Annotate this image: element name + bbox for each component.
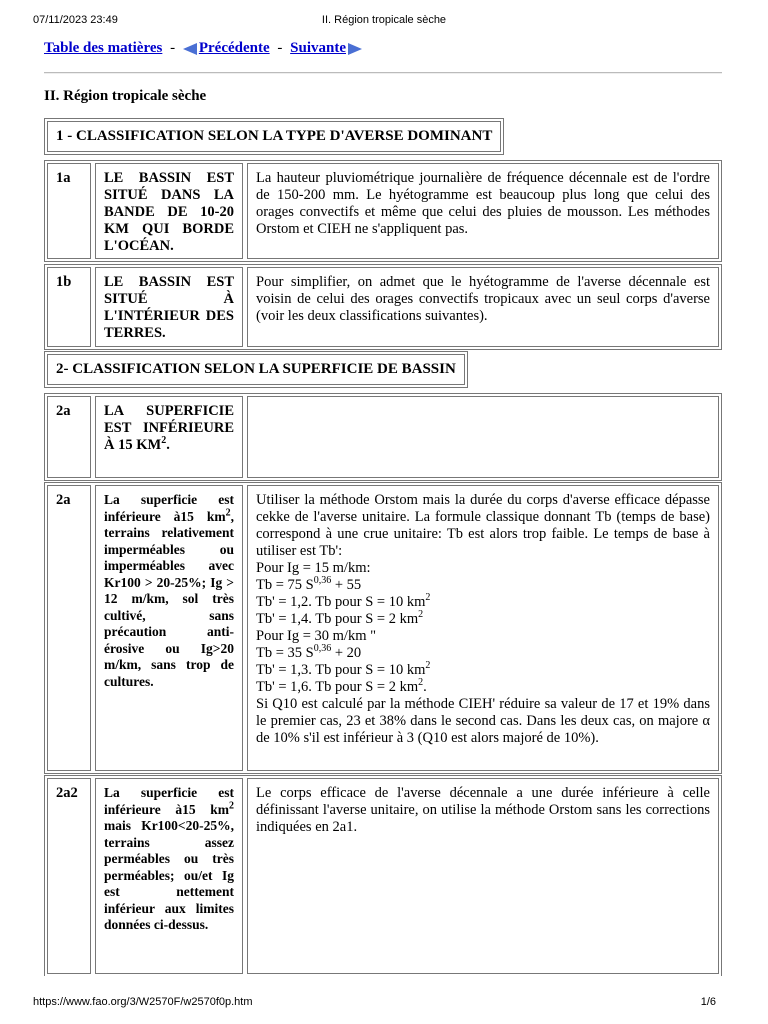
row-condition	[95, 485, 243, 771]
row-description-empty	[247, 396, 719, 478]
superscript: 0,36	[313, 575, 332, 587]
section-2-title: 2- CLASSIFICATION SELON LA SUPERFICIE DE BASSIN	[47, 354, 465, 385]
row-condition	[95, 778, 243, 974]
table-row-2a1	[44, 482, 722, 774]
formula-text: Tb' = 1,6. Tb pour S = 2 km	[256, 679, 419, 695]
row-condition	[95, 396, 243, 478]
row-code: 1a	[47, 163, 91, 259]
section-2-header	[44, 351, 468, 388]
formula-line	[256, 577, 710, 594]
print-page-number: 1/6	[700, 996, 716, 1008]
row-code: 1b	[47, 267, 91, 347]
superscript: 0,36	[313, 643, 332, 655]
condition-text-end: , terrains relativement imperméables ou imperméables avec Kr100 > 20-25%; Ig > 12 m/km, sol très cultivé, sans précaution anti-érosive ou Ig>20 m/km, sans trop de cultures.	[104, 508, 234, 689]
nav-separator: -	[170, 40, 176, 56]
formula-line	[256, 645, 710, 662]
formula-text: Tb' = 1,3. Tb pour S = 10 km	[256, 662, 426, 678]
arrow-right-icon	[348, 43, 362, 55]
formula-text: Tb = 75 S	[256, 577, 314, 593]
formula-text-end: + 55	[331, 577, 362, 593]
table-row-2a2	[44, 775, 722, 976]
print-page-title: II. Région tropicale sèche	[321, 14, 447, 26]
formula-text: Tb = 35 S	[256, 645, 314, 661]
arrow-left-icon	[183, 43, 197, 55]
section-1-title: 1 - CLASSIFICATION SELON LA TYPE D'AVERSE DOMINANT	[47, 121, 501, 152]
formula-text: Tb' = 1,4. Tb pour S = 2 km	[256, 611, 419, 627]
formula-line: Pour Ig = 15 m/km:	[256, 560, 371, 576]
row-condition: LE BASSIN EST SITUÉ DANS LA BANDE DE 10-20 KM QUI BORDE L'OCÉAN.	[95, 163, 243, 259]
formula-line	[256, 662, 710, 679]
formula-text: Tb' = 1,2. Tb pour S = 10 km	[256, 594, 426, 610]
row-description	[247, 485, 719, 771]
superscript: 2	[418, 677, 424, 689]
condition-text-end: mais Kr100<20-25%, terrains assez perméables ou très perméables; ou/et Ig est nettement inférieur aux limites données ci-dessus.	[104, 818, 234, 932]
table-row-1a	[44, 160, 722, 262]
row-condition: LE BASSIN EST SITUÉ À L'INTÉRIEUR DES TERRES.	[95, 267, 243, 347]
row-code: 2a2	[47, 778, 91, 974]
table-row-1b	[44, 264, 722, 350]
page-heading: II. Région tropicale sèche	[44, 88, 207, 104]
description-intro: Utiliser la méthode Orstom mais la durée du corps d'averse efficace dépasse cekke de l'averse unitaire. La formule classique donnant Tb (temps de base) correspond à une crue unitaire: Tb est alors trop faible. Le temps de base à utiliser est Tb':	[256, 492, 710, 559]
condition-text-end: .	[166, 437, 170, 453]
previous-label: Précédente	[198, 40, 270, 56]
navigation-bar	[44, 40, 362, 57]
print-timestamp: 07/11/2023 23:49	[33, 14, 118, 26]
superscript: 2	[425, 592, 431, 604]
superscript: 2	[161, 435, 167, 447]
previous-link[interactable]	[183, 40, 270, 56]
condition-text: LA SUPERFICIE EST INFÉRIEURE À 15 KM	[104, 403, 234, 453]
formula-line	[256, 594, 710, 611]
section-1-header	[44, 118, 504, 155]
formula-line	[256, 611, 710, 628]
condition-text: La superficie est inférieure à15 km	[104, 492, 234, 524]
superscript: 2	[229, 800, 234, 811]
formula-text-end: + 20	[331, 645, 362, 661]
row-description: Pour simplifier, on admet que le hyétogramme de l'averse décennale est voisin de celui des orages convectifs tropicaux avec un seul corps d'averse (voir les deux classifications suivantes).	[247, 267, 719, 347]
superscript: 2	[418, 609, 424, 621]
row-code: 2a	[47, 396, 91, 478]
formula-line	[256, 679, 710, 696]
print-url: https://www.fao.org/3/W2570F/w2570f0p.htm	[33, 996, 253, 1008]
description-note: Si Q10 est calculé par la méthode CIEH' réduire sa valeur de 17 et 19% dans le premier cas, 23 et 38% dans le second cas. Dans les deux cas, on majore α de 10% s'il est inférieur à 3 (Q10 est alors majoré de 10%).	[256, 696, 710, 746]
toc-link[interactable]: Table des matières	[44, 40, 163, 56]
formula-line: Pour Ig = 30 m/km "	[256, 628, 377, 644]
superscript: 2	[225, 507, 231, 518]
table-row-2a	[44, 393, 722, 481]
next-label: Suivante	[290, 40, 346, 56]
formula-text-end: .	[423, 679, 427, 695]
superscript: 2	[425, 660, 431, 672]
row-description: La hauteur pluviométrique journalière de fréquence décennale est de l'ordre de 150-200 mm. Le hyétogramme est beaucoup plus long que celui des orages convectifs et même que celui des pluies de mousson. Les méthodes Orstom et CIEH ne s'appliquent pas.	[247, 163, 719, 259]
condition-text: La superficie est inférieure à15 km	[104, 785, 234, 817]
next-link[interactable]	[290, 40, 362, 56]
row-description: Le corps efficace de l'averse décennale a une durée inférieure à celle définissant l'averse unitaire, on utilise la méthode Orstom sans les corrections indiquées en 2a1.	[247, 778, 719, 974]
nav-separator: -	[277, 40, 283, 56]
row-code: 2a	[47, 485, 91, 771]
horizontal-rule	[44, 72, 722, 74]
